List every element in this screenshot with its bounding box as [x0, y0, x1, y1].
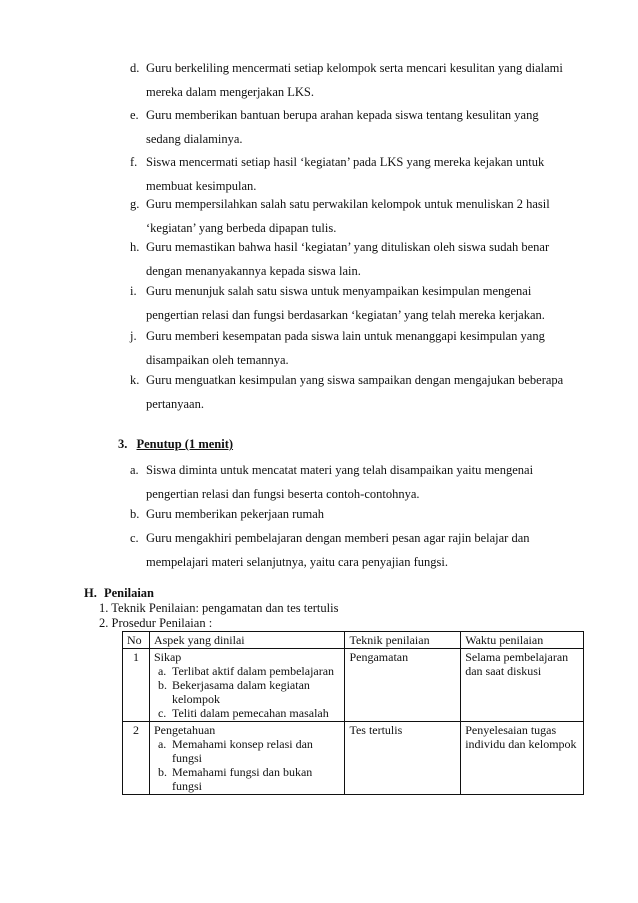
- item-letter: b.: [130, 507, 140, 521]
- prosedur-penilaian: 2. Prosedur Penilaian :: [99, 616, 213, 630]
- aspek-item: [157, 765, 340, 793]
- step-line: Guru mempersilahkan salah satu perwakilan kelompok untuk menuliskan 2 hasil: [146, 197, 550, 211]
- step-line: ‘kegiatan’ yang berbeda dipapan tulis.: [146, 221, 337, 235]
- aspek-text: Bekerjasama dalam kegiatan kelompok: [171, 678, 310, 706]
- aspek-cell: [149, 649, 344, 722]
- column-header: Teknik penilaian: [345, 632, 461, 649]
- step-line: sedang dialaminya.: [146, 132, 243, 146]
- step-letter: d.: [130, 61, 140, 75]
- waktu-cell: Penyelesaian tugas individu dan kelompok: [461, 722, 584, 795]
- item-letter: a.: [130, 463, 139, 477]
- table-row: [123, 722, 584, 795]
- column-header: No: [123, 632, 150, 649]
- step-line: pertanyaan.: [146, 397, 204, 411]
- teknik-cell: Pengamatan: [345, 649, 461, 722]
- waktu-cell: Selama pembelajaran dan saat diskusi: [461, 649, 584, 722]
- penutup-heading: [118, 437, 233, 452]
- step-line: dengan menanyakannya kepada siswa lain.: [146, 264, 361, 278]
- step-line: Guru memberikan bantuan berupa arahan kepada siswa tentang kesulitan yang: [146, 108, 539, 122]
- section-label: H.: [84, 586, 97, 600]
- row-number: 1: [123, 649, 150, 722]
- aspek-letter: a.: [157, 737, 167, 751]
- step-letter: e.: [130, 108, 139, 122]
- item-line: Guru mengakhiri pembelajaran dengan memberi pesan agar rajin belajar dan: [146, 531, 530, 545]
- column-header: Waktu penilaian: [461, 632, 584, 649]
- item-line: Guru memberikan pekerjaan rumah: [146, 507, 325, 521]
- table-row: [123, 649, 584, 722]
- aspek-letter: b.: [157, 678, 167, 692]
- step-letter: k.: [130, 373, 140, 387]
- step-line: Guru menunjuk salah satu siswa untuk menyampaikan kesimpulan mengenai: [146, 284, 532, 298]
- teknik-penilaian: 1. Teknik Penilaian: pengamatan dan tes tertulis: [99, 601, 339, 615]
- row-number: 2: [123, 722, 150, 795]
- step-line: Guru menguatkan kesimpulan yang siswa sampaikan dengan mengajukan beberapa: [146, 373, 564, 387]
- aspek-title: Sikap: [153, 650, 182, 664]
- item-line: mempelajari materi selanjutnya, yaitu cara penyajian fungsi.: [146, 555, 448, 569]
- section-number: 3.: [118, 437, 128, 451]
- aspek-letter: c.: [157, 706, 167, 720]
- step-line: Guru berkeliling mencermati setiap kelompok serta mencari kesulitan yang dialami: [146, 61, 563, 75]
- step-line: mereka dalam mengerjakan LKS.: [146, 85, 314, 99]
- teknik-cell: Tes tertulis: [345, 722, 461, 795]
- penilaian-table: [122, 631, 584, 795]
- item-line: pengertian relasi dan fungsi beserta contoh-contohnya.: [146, 487, 420, 501]
- item-line: Siswa diminta untuk mencatat materi yang telah disampaikan yaitu mengenai: [146, 463, 534, 477]
- section-title: Penilaian: [103, 586, 154, 600]
- aspek-list: [154, 664, 340, 720]
- column-header: Aspek yang dinilai: [149, 632, 344, 649]
- step-letter: h.: [130, 240, 140, 254]
- step-letter: g.: [130, 197, 140, 211]
- step-line: Guru memastikan bahwa hasil ‘kegiatan’ yang dituliskan oleh siswa sudah benar: [146, 240, 550, 254]
- aspek-item: [157, 706, 340, 720]
- aspek-item: [157, 678, 340, 706]
- aspek-list: [154, 737, 340, 793]
- table-header-row: [123, 632, 584, 649]
- aspek-text: Teliti dalam pemecahan masalah: [171, 706, 329, 720]
- aspek-letter: b.: [157, 765, 167, 779]
- aspek-cell: [149, 722, 344, 795]
- step-letter: j.: [130, 329, 137, 343]
- aspek-letter: a.: [157, 664, 167, 678]
- penilaian-heading: [84, 586, 154, 601]
- step-line: Guru memberi kesempatan pada siswa lain untuk menanggapi kesimpulan yang: [146, 329, 545, 343]
- step-line: Siswa mencermati setiap hasil ‘kegiatan’ pada LKS yang mereka kejakan untuk: [146, 155, 545, 169]
- item-letter: c.: [130, 531, 139, 545]
- aspek-title: Pengetahuan: [153, 723, 216, 737]
- aspek-text: Terlibat aktif dalam pembelajaran: [171, 664, 335, 678]
- aspek-item: [157, 664, 340, 678]
- step-letter: i.: [130, 284, 137, 298]
- aspek-text: Memahami fungsi dan bukan fungsi: [171, 765, 313, 793]
- step-line: disampaikan oleh temannya.: [146, 353, 289, 367]
- step-line: membuat kesimpulan.: [146, 179, 257, 193]
- aspek-text: Memahami konsep relasi dan fungsi: [171, 737, 313, 765]
- aspek-item: [157, 737, 340, 765]
- step-line: pengertian relasi dan fungsi berdasarkan ‘kegiatan’ yang telah mereka kerjakan.: [146, 308, 545, 322]
- step-letter: f.: [130, 155, 138, 169]
- section-title: Penutup (1 menit): [136, 437, 234, 451]
